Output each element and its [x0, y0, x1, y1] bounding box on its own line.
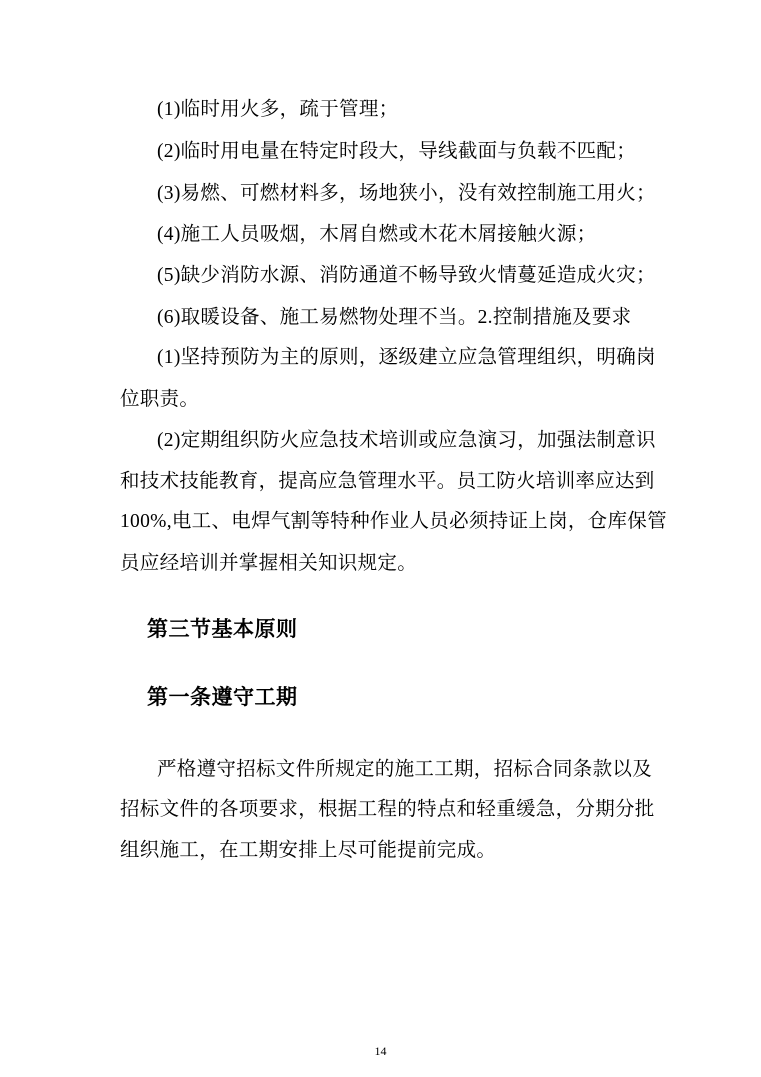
- article-body-line-3: 组织施工，在工期安排上尽可能提前完成。: [120, 840, 497, 861]
- measure-2-line-4: 员应经培训并掌握相关知识规定。: [120, 553, 418, 574]
- measure-2-line-1: (2)定期组织防火应急技术培训或应急演习，加强法制意识: [157, 430, 656, 451]
- article-body-line-1: 严格遵守招标文件所规定的施工工期，招标合同条款以及: [157, 759, 653, 780]
- article-heading: 第一条遵守工期: [147, 685, 298, 709]
- cause-item-2: (2)临时用电量在特定时段大，导线截面与负载不匹配；: [157, 141, 637, 162]
- measure-2-line-2: 和技术技能教育，提高应急管理水平。员工防火培训率应达到: [120, 471, 655, 492]
- cause-item-6: (6)取暖设备、施工易燃物处理不当。2.控制措施及要求: [157, 307, 632, 328]
- section-heading: 第三节基本原则: [147, 617, 298, 641]
- measure-1-line-1: (1)坚持预防为主的原则，逐级建立应急管理组织，明确岗: [157, 347, 656, 368]
- measure-1-line-2: 位职责。: [120, 389, 200, 410]
- cause-item-1: (1)临时用火多，疏于管理；: [157, 99, 399, 120]
- cause-item-3: (3)易燃、可燃材料多，场地狭小，没有效控制施工用火；: [157, 183, 656, 204]
- cause-item-5: (5)缺少消防水源、消防通道不畅导致火情蔓延造成火灾；: [157, 265, 656, 286]
- article-body-line-2: 招标文件的各项要求，根据工程的特点和轻重缓急，分期分批: [120, 799, 655, 820]
- measure-2-line-3: 100%,电工、电焊气割等特种作业人员必须持证上岗，仓库保管: [120, 511, 667, 532]
- cause-item-4: (4)施工人员吸烟，木屑自燃或木花木屑接触火源；: [157, 224, 597, 245]
- page-number: 14: [374, 1044, 387, 1058]
